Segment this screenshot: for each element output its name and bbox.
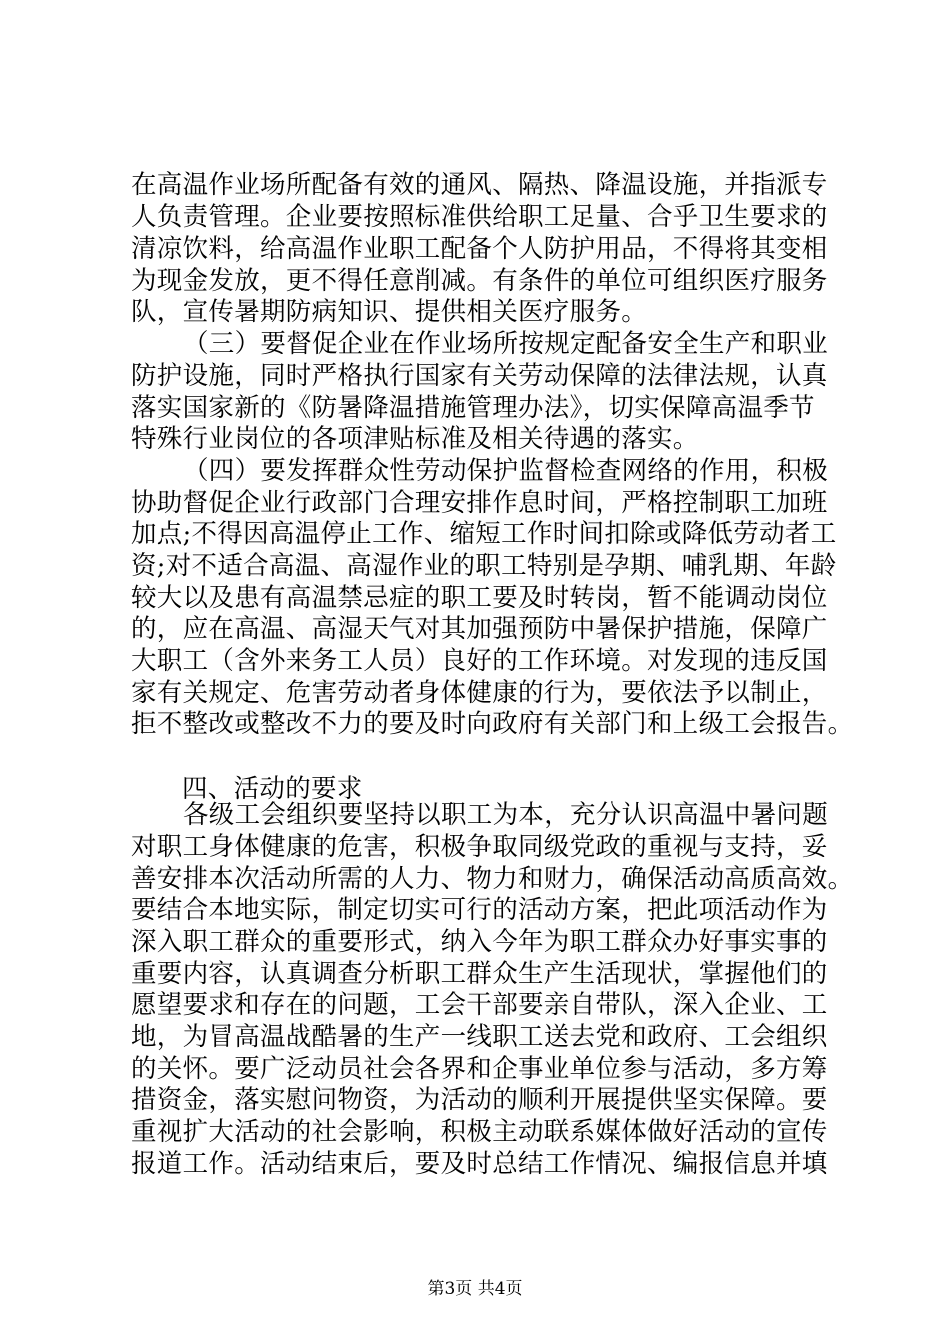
page-number-footer: 第3页 共4页: [427, 1279, 523, 1299]
body-text-line: 协助督促企业行政部门合理安排作息时间，严格控制职工加班: [131, 488, 828, 518]
body-text-line: 深入职工群众的重要形式，纳入今年为职工群众办好事实事的: [131, 927, 828, 957]
body-text-line: 特殊行业岗位的各项津贴标准及相关待遇的落实。: [131, 424, 699, 454]
body-text-line: 在高温作业场所配备有效的通风、隔热、降温设施，并指派专: [131, 170, 828, 200]
body-text-line: 较大以及患有高温禁忌症的职工要及时转岗，暂不能调动岗位: [131, 583, 828, 613]
body-text-line: 善安排本次活动所需的人力、物力和财力，确保活动高质高效。: [131, 864, 854, 894]
body-text-line: 资;对不适合高温、高湿作业的职工特别是孕期、哺乳期、年龄: [131, 551, 837, 581]
body-text-line: 重要内容，认真调查分析职工群众生产生活现状，掌握他们的: [131, 959, 828, 989]
section-heading: （四）要发挥群众性劳动保护监督检查网络的作用，积极: [183, 456, 829, 486]
body-text-line: 报道工作。活动结束后，要及时总结工作情况、编报信息并填: [131, 1149, 828, 1179]
body-text-line: 队，宣传暑期防病知识、提供相关医疗服务。: [131, 297, 648, 327]
section-heading: （三）要督促企业在作业场所按规定配备安全生产和职业: [183, 329, 829, 359]
body-text-line: 拒不整改或整改不力的要及时向政府有关部门和上级工会报告。: [131, 709, 854, 739]
body-text-line: 落实国家新的《防暑降温措施管理办法》，切实保障高温季节: [131, 393, 815, 423]
body-text-line: 地，为冒高温战酷暑的生产一线职工送去党和政府、工会组织: [131, 1022, 828, 1052]
body-text-line: 人负责管理。企业要按照标准供给职工足量、合乎卫生要求的: [131, 202, 828, 232]
body-text-line: 防护设施，同时严格执行国家有关劳动保障的法律法规，认真: [131, 361, 828, 391]
body-text-line: 家有关规定、危害劳动者身体健康的行为，要依法予以制止，: [131, 678, 828, 708]
body-text-line: 措资金，落实慰问物资，为活动的顺利开展提供坚实保障。要: [131, 1085, 828, 1115]
body-text-line: 的，应在高温、高湿天气对其加强预防中暑保护措施，保障广: [131, 614, 828, 644]
body-text-line: 的关怀。要广泛动员社会各界和企事业单位参与活动，多方筹: [131, 1054, 828, 1084]
body-text-line: 清凉饮料，给高温作业职工配备个人防护用品，不得将其变相: [131, 234, 828, 264]
body-text-line: 加点;不得因高温停止工作、缩短工作时间扣除或降低劳动者工: [131, 519, 837, 549]
section-title: 四、活动的要求: [182, 774, 363, 804]
body-text-line: 重视扩大活动的社会影响，积极主动联系媒体做好活动的宣传: [131, 1117, 828, 1147]
body-text-line: 对职工身体健康的危害，积极争取同级党政的重视与支持，妥: [131, 832, 828, 862]
body-text-line: 为现金发放，更不得任意削减。有条件的单位可组织医疗服务: [131, 266, 828, 296]
body-text-line: 大职工（含外来务工人员）良好的工作环境。对发现的违反国: [131, 646, 828, 676]
body-text-line: 愿望要求和存在的问题，工会干部要亲自带队，深入企业、工: [131, 990, 828, 1020]
body-text-line: 各级工会组织要坚持以职工为本，充分认识高温中暑问题: [183, 800, 829, 830]
body-text-line: 要结合本地实际，制定切实可行的活动方案，把此项活动作为: [131, 895, 828, 925]
